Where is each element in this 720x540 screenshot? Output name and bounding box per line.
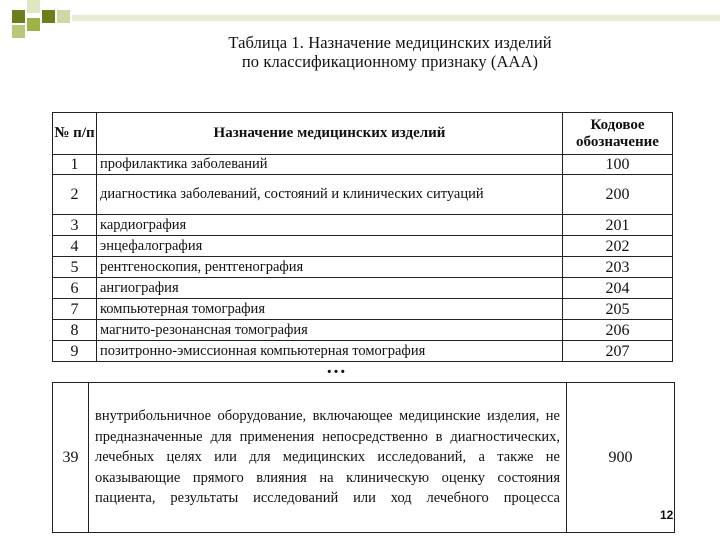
row-purpose: компьютерная томография [97,299,563,320]
deco-square [57,10,70,23]
row-code: 206 [563,320,673,341]
row-code: 201 [563,215,673,236]
row-num: 6 [53,278,97,299]
deco-bar [72,15,720,21]
row-num: 9 [53,341,97,362]
row-num: 4 [53,236,97,257]
row-code: 900 [567,383,675,533]
row-code: 207 [563,341,673,362]
table-row [53,341,673,362]
row-code: 202 [563,236,673,257]
table-header-row [53,113,673,155]
row-num: 2 [53,175,97,215]
table-row [53,299,673,320]
table-row [53,320,673,341]
ellipsis: … [326,356,347,378]
row-code: 204 [563,278,673,299]
row-purpose: энцефалография [97,236,563,257]
table-row [53,175,673,215]
table-row [53,236,673,257]
deco-square [27,18,40,31]
row-num: 7 [53,299,97,320]
row-num: 39 [53,383,89,533]
purpose-table-continuation [52,382,675,533]
row-purpose: кардиография [97,215,563,236]
header-purpose: Назначение медицинских изделий [97,113,563,155]
table-row [53,155,673,175]
caption-line-1: Таблица 1. Назначение медицинских изделий [228,33,552,52]
deco-square [12,10,25,23]
row-code: 205 [563,299,673,320]
row-code: 200 [563,175,673,215]
header-code: Кодовое обозначение [563,113,673,155]
row-purpose: ангиография [97,278,563,299]
table-row [53,383,675,533]
caption-line-2: по классификационному признаку (ААА) [241,52,539,71]
table-row [53,278,673,299]
row-num: 8 [53,320,97,341]
row-num: 3 [53,215,97,236]
table-caption [200,33,580,71]
header-num: № п/п [53,113,97,155]
row-purpose: рентгеноскопия, рентгенография [97,257,563,278]
row-purpose: диагностика заболеваний, состояний и клинических ситуаций [97,175,563,215]
table-row [53,257,673,278]
row-purpose: внутрибольничное оборудование, включающее медицинские изделия, не предназначенные для применения непосредственно в диагностических, лечебных целях или для медицинских исследований, а также не оказывающие прямого влияния на клиническую оценку состояния пациента, результаты исследований или ход лечебного процесса [89,383,567,533]
deco-square [42,10,55,23]
deco-square [27,0,40,13]
purpose-table [52,112,673,362]
row-num: 5 [53,257,97,278]
row-code: 203 [563,257,673,278]
row-purpose: магнито-резонансная томография [97,320,563,341]
table-row [53,215,673,236]
row-code: 100 [563,155,673,175]
row-purpose: профилактика заболеваний [97,155,563,175]
deco-square [12,25,25,38]
page-number: 12 [660,508,674,522]
row-purpose: позитронно-эмиссионная компьютерная томография [97,341,563,362]
row-num: 1 [53,155,97,175]
